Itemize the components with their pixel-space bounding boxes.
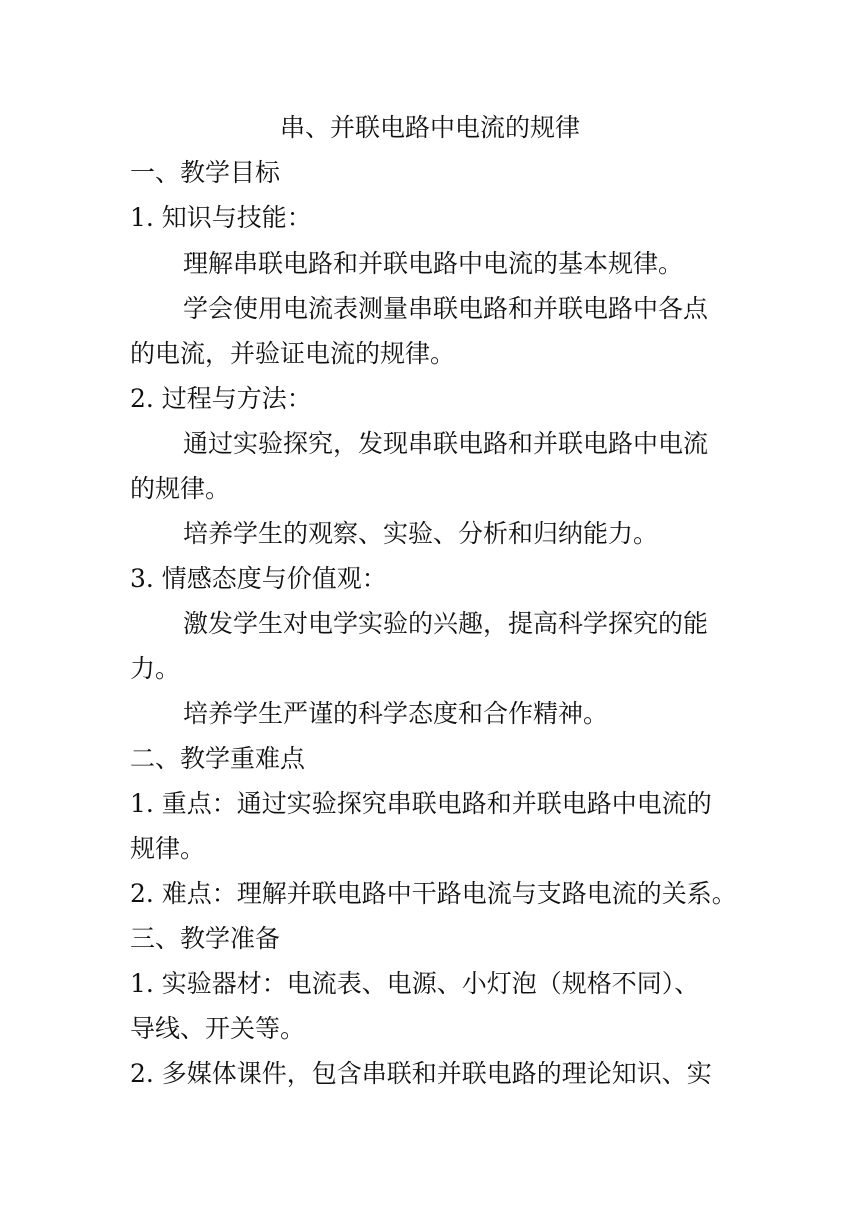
paragraph-line: 力。 <box>130 654 181 683</box>
document-title: 串、并联电路中电流的规律 <box>279 113 580 142</box>
paragraph-line: 规律。 <box>130 834 206 863</box>
paragraph-line: 的电流，并验证电流的规律。 <box>130 339 456 368</box>
paragraph-line: 激发学生对电学实验的兴趣，提高科学探究的能 <box>183 609 709 638</box>
paragraph-line: 培养学生严谨的科学态度和合作精神。 <box>183 699 609 728</box>
paragraph-line: 2. 多媒体课件，包含串联和并联电路的理论知识、实 <box>130 1059 712 1088</box>
paragraph-line: 1. 实验器材：电流表、电源、小灯泡（规格不同）、 <box>130 969 700 998</box>
subheading-process-methods: 2. 过程与方法： <box>130 384 312 413</box>
paragraph-line: 导线、开关等。 <box>130 1014 306 1043</box>
paragraph-line: 2. 难点：理解并联电路中干路电流与支路电流的关系。 <box>130 879 737 908</box>
paragraph-line: 1. 重点：通过实验探究串联电路和并联电路中电流的 <box>130 789 712 818</box>
paragraph-line: 通过实验探究，发现串联电路和并联电路中电流 <box>183 429 709 458</box>
paragraph-line: 培养学生的观察、实验、分析和归纳能力。 <box>183 519 659 548</box>
section-heading-key-points: 二、教学重难点 <box>130 744 306 773</box>
subheading-knowledge-skills: 1. 知识与技能： <box>130 203 312 232</box>
paragraph-line: 理解串联电路和并联电路中电流的基本规律。 <box>183 249 684 278</box>
section-heading-objectives: 一、教学目标 <box>130 158 281 187</box>
paragraph-line: 的规律。 <box>130 474 231 503</box>
paragraph-line: 学会使用电流表测量串联电路和并联电路中各点 <box>183 294 709 323</box>
subheading-attitudes-values: 3. 情感态度与价值观： <box>130 564 387 593</box>
section-heading-preparation: 三、教学准备 <box>130 924 281 953</box>
